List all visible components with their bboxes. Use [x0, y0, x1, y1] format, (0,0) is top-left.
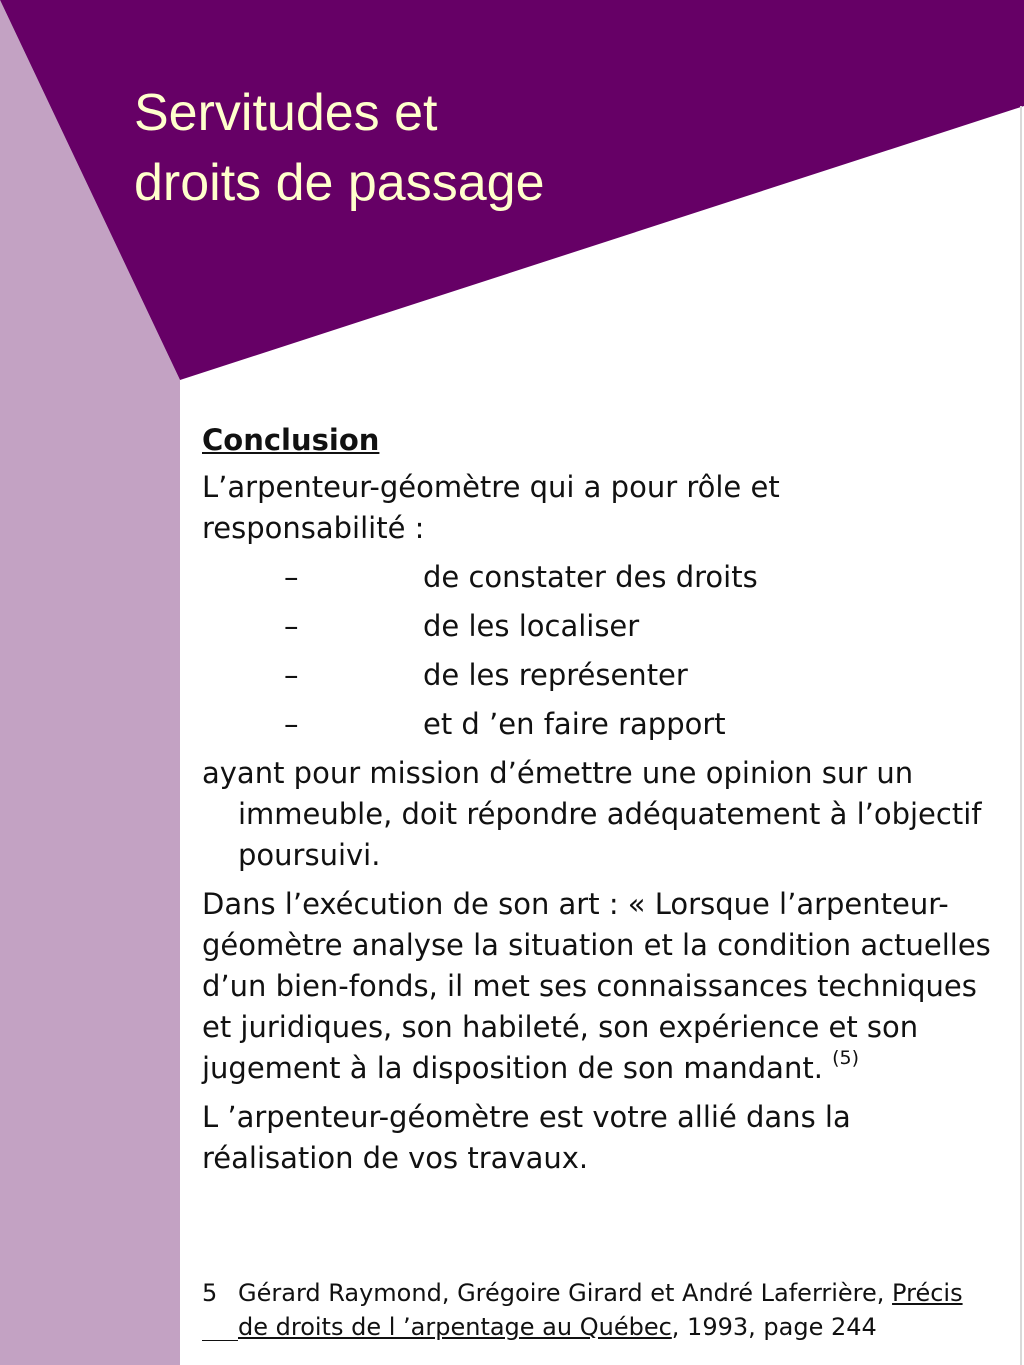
duties-list — [202, 557, 992, 753]
list-item-text: de constater des droits — [423, 560, 758, 594]
intro-paragraph: L’arpenteur-géomètre qui a pour rôle et responsabilité : — [202, 470, 780, 545]
slide-title — [134, 78, 545, 218]
dash-bullet: – — [284, 707, 299, 741]
section-heading: Conclusion — [202, 423, 380, 457]
list-item — [202, 704, 992, 753]
footnote-authors: Gérard Raymond, Grégoire Girard et André Laferrière, — [238, 1279, 893, 1307]
dash-bullet: – — [284, 658, 299, 692]
list-item — [202, 655, 992, 704]
list-item — [202, 557, 992, 606]
list-item-text: de les représenter — [423, 658, 688, 692]
footnote-book-title: Précis de droits de l ’arpentage au Québec — [238, 1279, 963, 1341]
list-item-text: de les localiser — [423, 609, 640, 643]
quote-reference: (5) — [832, 1047, 860, 1069]
mission-paragraph: ayant pour mission d’émettre une opinion sur un immeuble, doit répondre adéquatement à l’objectif poursuivi. — [202, 756, 982, 872]
footnote-details: , 1993, page 244 — [671, 1313, 877, 1341]
list-item-text: et d ’en faire rapport — [423, 707, 726, 741]
footnote-number: 5 — [202, 1279, 218, 1307]
footnote — [202, 1276, 992, 1344]
footnote-reference — [202, 1276, 992, 1344]
footnote-underline-lead — [202, 1310, 238, 1341]
dash-bullet: – — [284, 560, 299, 594]
dash-bullet: – — [284, 609, 299, 643]
quote-paragraph — [202, 884, 992, 1089]
list-item — [202, 606, 992, 655]
slide-body — [202, 420, 992, 1179]
quote-text: Dans l’exécution de son art : « Lorsque l’arpenteur-géomètre analyse la situation et la condition actuelles d’un bien-fonds, il met ses connaissances techniques et juridiques, son habileté, son expérience et son jugement à la disposition de son mandant. — [202, 887, 991, 1085]
title-line-1: Servitudes et — [134, 84, 438, 142]
title-line-2: droits de passage — [134, 154, 545, 212]
closing-paragraph: L ’arpenteur-géomètre est votre allié dans la réalisation de vos travaux. — [202, 1100, 851, 1175]
